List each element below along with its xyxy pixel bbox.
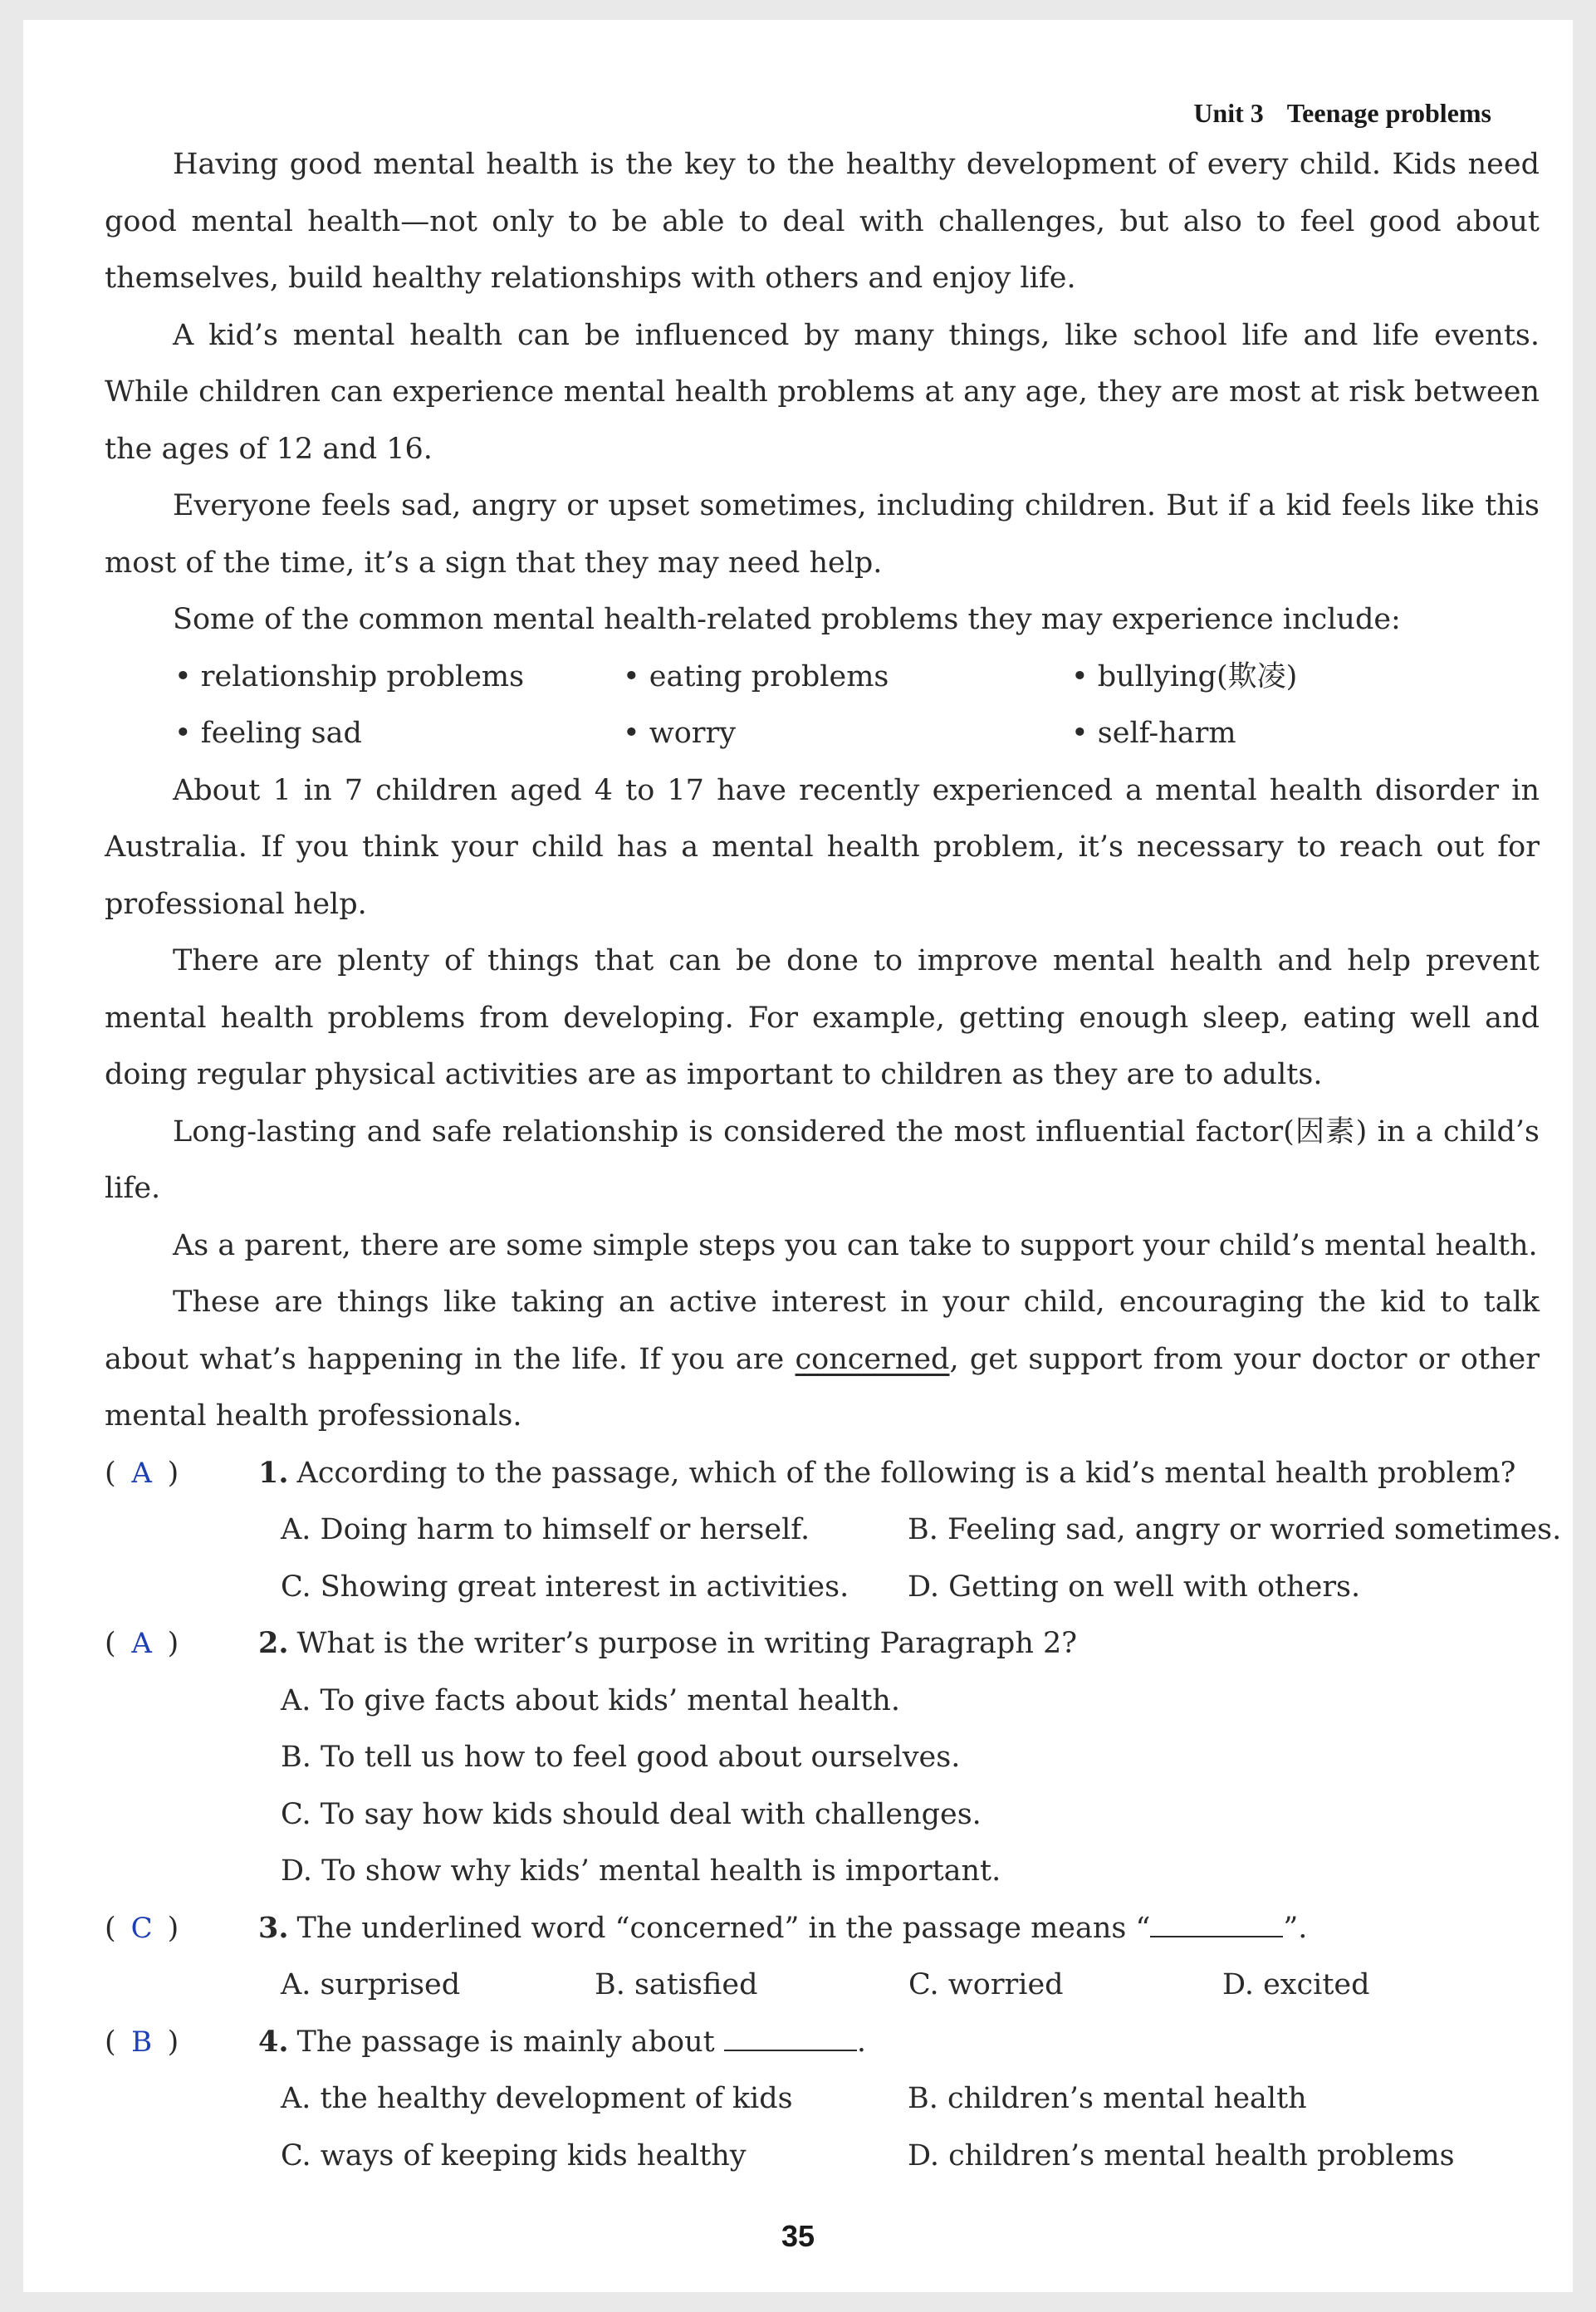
question-text-end: .: [856, 2025, 866, 2059]
answer-blank: [724, 2026, 857, 2051]
option-b: B. satisfied: [595, 1968, 758, 2001]
answer-bracket: ( A ): [105, 1615, 179, 1673]
unit-label: Unit 3: [1193, 98, 1264, 128]
answer-4: B: [131, 2025, 153, 2059]
option-a: A. the healthy development of kids: [281, 2082, 793, 2115]
answer-3: C: [130, 1911, 153, 1945]
answer-bracket: ( A ): [105, 1445, 179, 1502]
option-d: D. excited: [1222, 1968, 1370, 2001]
paragraph-9: [105, 1274, 1540, 1445]
list-item: • eating problems: [623, 649, 1071, 706]
list-item: • self-harm: [1071, 705, 1520, 762]
question-2-options: [105, 1673, 1540, 1900]
answer-2: A: [131, 1627, 152, 1660]
option-a: A. surprised: [281, 1968, 461, 2001]
question-4-options: [105, 2070, 1540, 2184]
question-2: [105, 1615, 1540, 1673]
list-item: • worry: [623, 705, 1071, 762]
paragraph-2: A kid’s mental health can be influenced by many things, like school life and life events. While children can experience mental health problems at any age, they are most at risk between the ages of 12 and 16.: [105, 318, 1540, 466]
option-c: C. Showing great interest in activities.: [281, 1570, 849, 1604]
paragraph-9-end: , get support from your doctor or other mental health professionals.: [105, 1342, 1540, 1433]
paragraph-7: Long-lasting and safe relationship is considered the most influential factor(因素) in a child’s life.: [105, 1114, 1540, 1205]
paragraph-1: Having good mental health is the key to the healthy development of every child. Kids need good mental health—not only to be able to deal with challenges, but also to feel good about themselves, build healthy relationships with others and enjoy life.: [105, 148, 1540, 295]
paragraph-6: There are plenty of things that can be done to improve mental health and help prevent mental health problems from developing. For example, getting enough sleep, eating well and doing regular physical activities are as important to children as they are to adults.: [105, 944, 1540, 1091]
paragraph-4: Some of the common mental health-related problems they may experience include:: [173, 603, 1401, 636]
answer-blank: [1150, 1913, 1283, 1937]
option-b: B. Feeling sad, angry or worried sometimes.: [908, 1513, 1562, 1546]
paragraph-3: Everyone feels sad, angry or upset sometimes, including children. But if a kid feels like this most of the time, it’s a sign that they may need help.: [105, 489, 1540, 580]
option-a: A. To give facts about kids’ mental health.: [281, 1683, 900, 1717]
question-number: 3.: [258, 1910, 289, 1945]
option-c: C. To say how kids should deal with challenges.: [281, 1797, 982, 1831]
answer-bracket: ( B ): [105, 2014, 179, 2071]
question-number: 2.: [258, 1626, 289, 1660]
running-header: [1193, 98, 1491, 129]
question-1: [105, 1445, 1540, 1502]
question-4: [105, 2014, 1540, 2071]
question-text: According to the passage, which of the following is a kid’s mental health problem?: [296, 1456, 1516, 1490]
paragraph-9-start: These are things like taking an active interest in your child, encouraging the kid to talk about what’s happening in the life. If you are: [105, 1286, 1540, 1376]
list-item: • bullying(欺凌): [1071, 649, 1520, 706]
paragraph-8: As a parent, there are some simple steps you can take to support your child’s mental health.: [173, 1228, 1538, 1262]
problem-list: [105, 649, 1540, 762]
workbook-page: [23, 20, 1573, 2292]
question-text: What is the writer’s purpose in writing Paragraph 2?: [296, 1627, 1078, 1660]
list-item: • relationship problems: [174, 649, 623, 706]
option-b: B. To tell us how to feel good about ourselves.: [281, 1741, 961, 1774]
option-d: D. children’s mental health problems: [908, 2138, 1455, 2172]
question-3: [105, 1900, 1540, 1957]
answer-bracket: ( C ): [105, 1900, 179, 1957]
question-number: 4.: [258, 2024, 289, 2059]
question-1-options: [105, 1501, 1562, 1615]
list-item: • feeling sad: [174, 705, 623, 762]
question-text-start: The passage is mainly about: [296, 2025, 724, 2059]
page-number: 35: [781, 2219, 815, 2253]
underlined-word: concerned: [795, 1342, 950, 1376]
unit-title: Teenage problems: [1286, 98, 1491, 128]
option-c: C. ways of keeping kids healthy: [281, 2138, 747, 2172]
passage-and-questions: [105, 136, 1562, 2184]
paragraph-5: About 1 in 7 children aged 4 to 17 have recently experienced a mental health disorder in Australia. If you think your child has a mental health problem, it’s necessary to reach out for professional help.: [105, 773, 1540, 921]
answer-1: A: [131, 1456, 152, 1490]
option-d: D. To show why kids’ mental health is important.: [281, 1854, 1001, 1888]
option-c: C. worried: [908, 1968, 1064, 2001]
question-text-end: ”.: [1283, 1911, 1308, 1945]
option-d: D. Getting on well with others.: [908, 1570, 1361, 1604]
option-a: A. Doing harm to himself or herself.: [281, 1513, 810, 1546]
question-number: 1.: [258, 1455, 289, 1490]
question-3-options: [105, 1957, 1540, 2014]
option-b: B. children’s mental health: [908, 2082, 1307, 2115]
question-text-start: The underlined word “concerned” in the passage means “: [296, 1911, 1151, 1945]
